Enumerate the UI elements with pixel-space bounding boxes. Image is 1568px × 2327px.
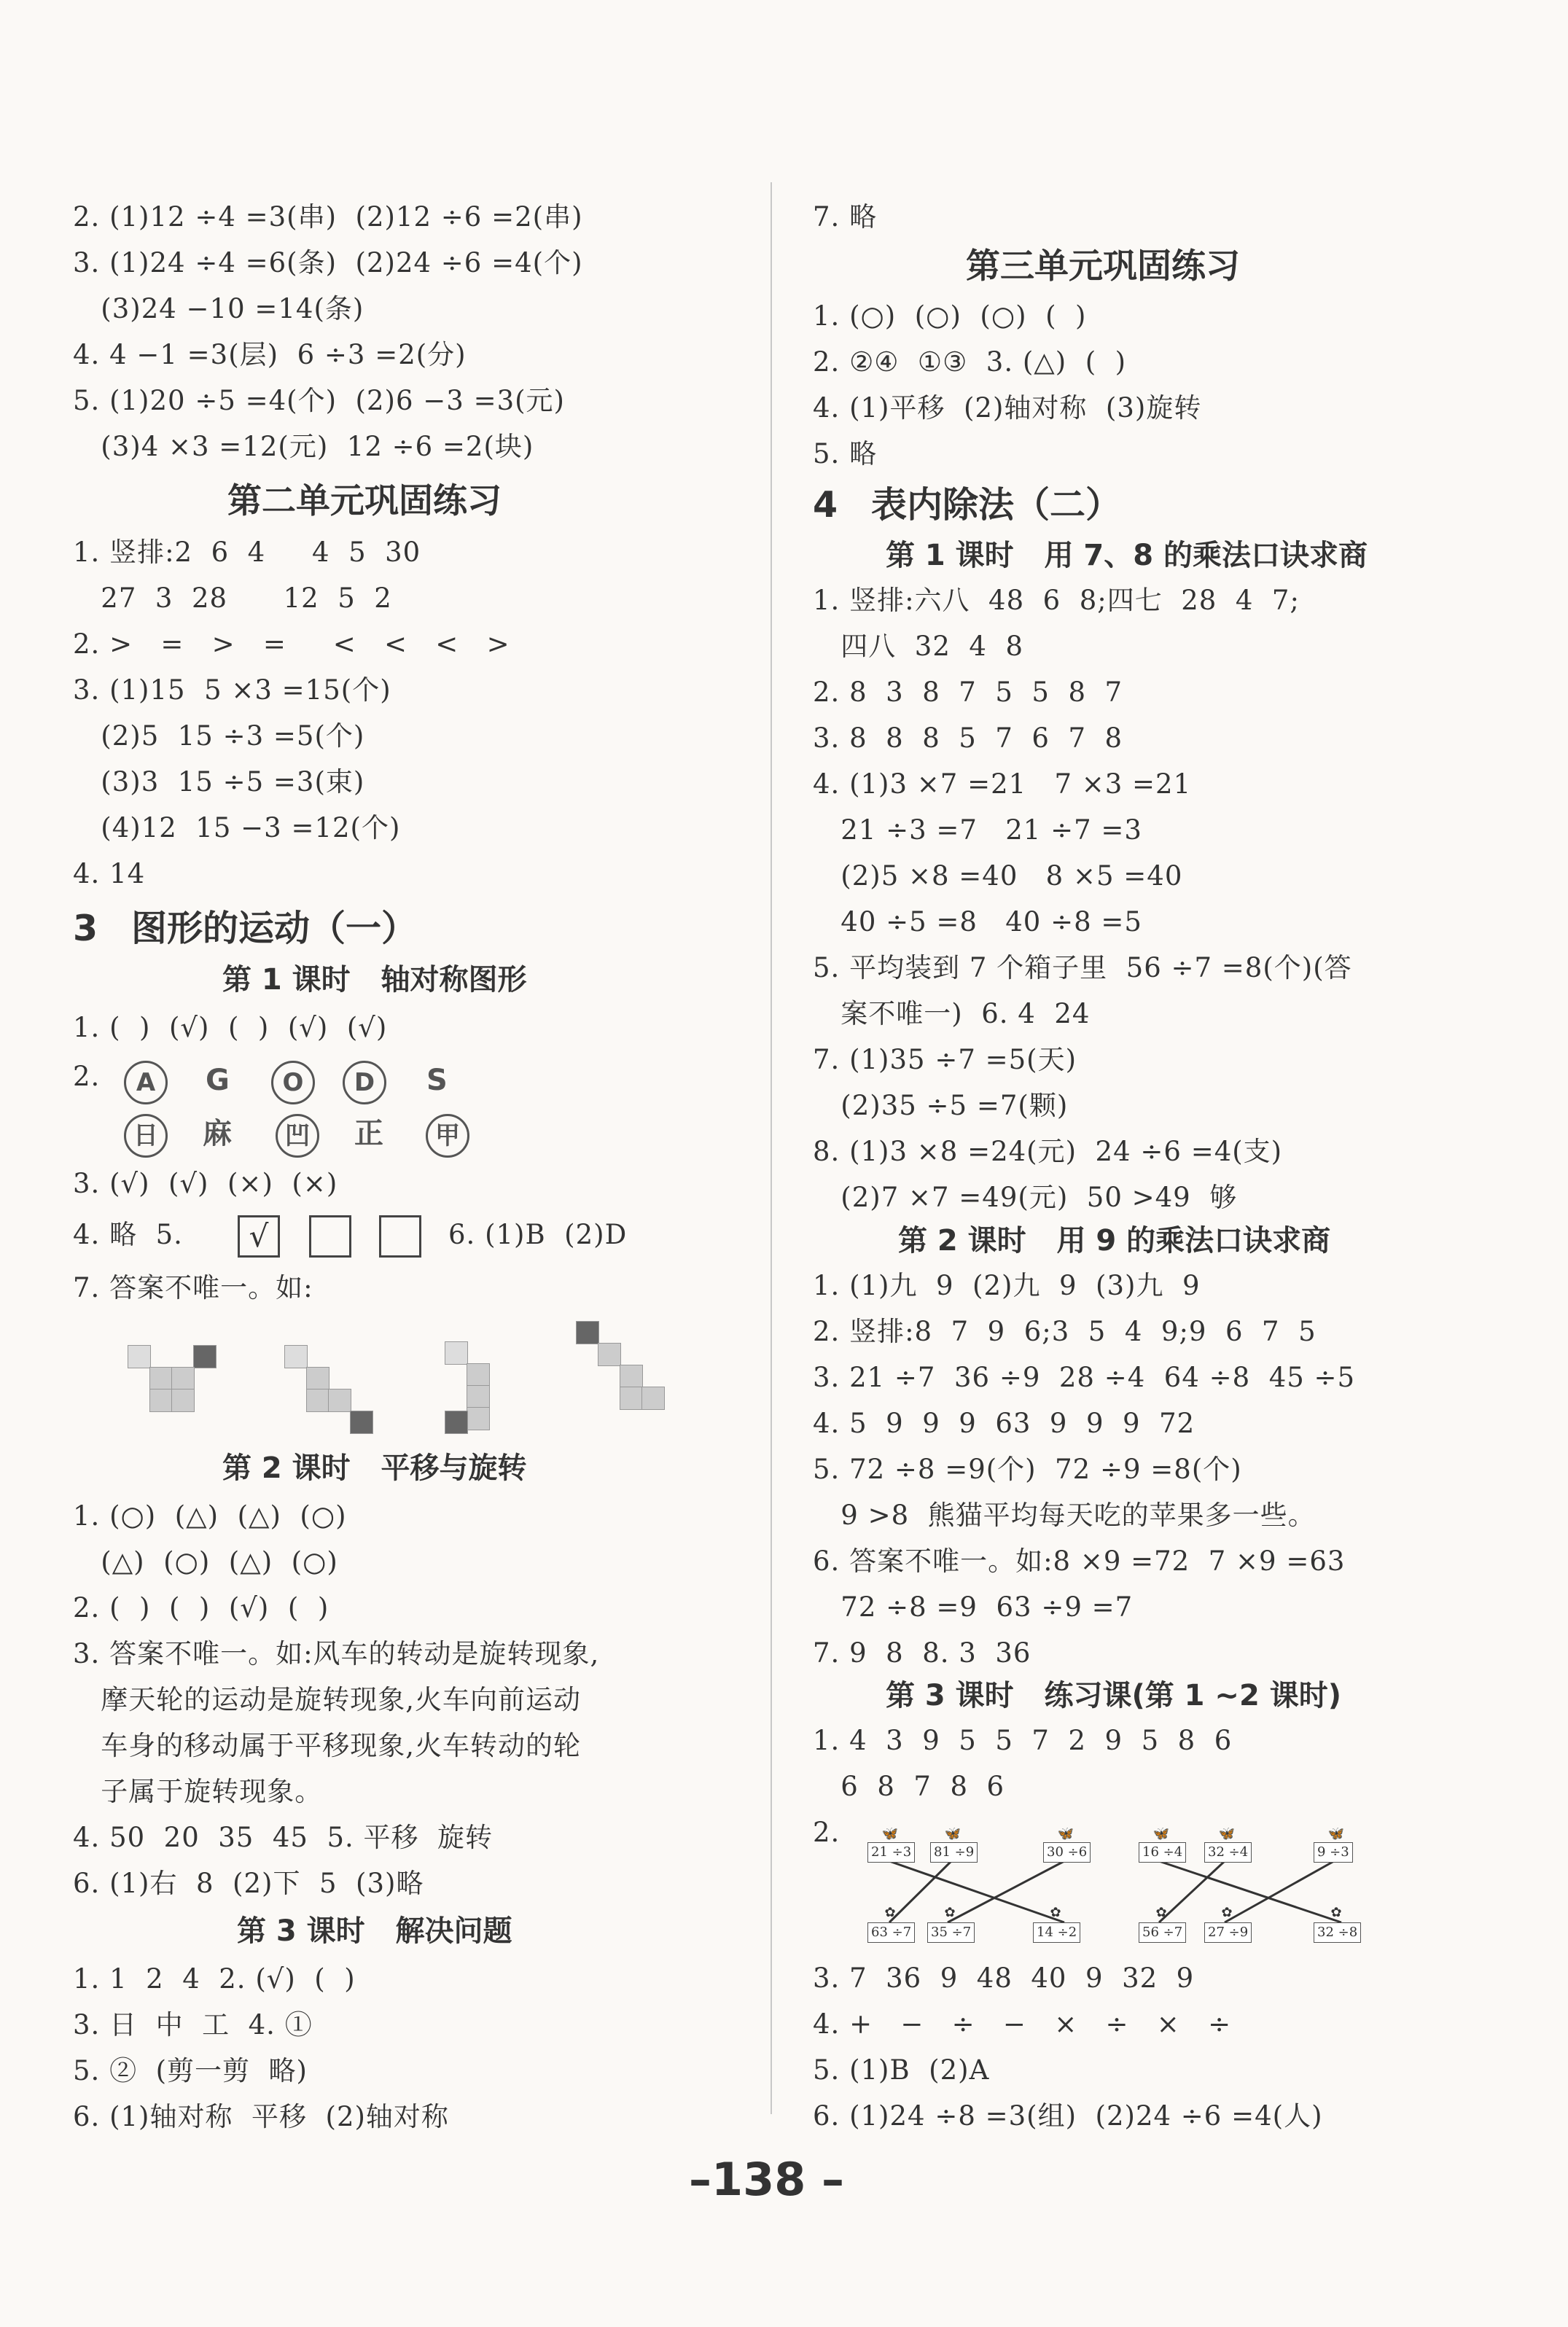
- answer-line: 1. (○) (○) (○) ( ): [813, 300, 1087, 332]
- flower-icon: ✿: [1155, 1905, 1167, 1920]
- answer-line: 21 ÷3 =7 21 ÷7 =3: [813, 814, 1142, 846]
- answer-line: 9 >8 熊猫平均每天吃的苹果多一些。: [813, 1500, 1316, 1531]
- butterfly-icon: 🦋: [1327, 1826, 1345, 1841]
- flower-icon: ✿: [1330, 1905, 1342, 1920]
- answer-line: 4. (1)平移 (2)轴对称 (3)旋转: [813, 392, 1202, 424]
- answer-line: 2.: [813, 1817, 840, 1848]
- unit-heading-3: [73, 908, 417, 950]
- answer-line: 4. (1)3 ×7 =21 7 ×3 =21: [813, 768, 1192, 800]
- answer-box: [309, 1215, 351, 1258]
- answer-line: (4)12 15 −3 =12(个): [73, 812, 401, 843]
- circled-letter: O: [271, 1061, 315, 1104]
- answer-line: 6. (1)右 8 (2)下 5 (3)略: [73, 1868, 424, 1899]
- flower-icon: ✿: [1221, 1905, 1233, 1920]
- flower-icon: ✿: [884, 1905, 896, 1920]
- answer-line: 子属于旋转现象。: [73, 1776, 323, 1807]
- answer-line: 4. + − ÷ − × ÷ × ÷: [813, 2008, 1232, 2040]
- answer-line: 2. (1)12 ÷4 =3(串) (2)12 ÷6 =2(串): [73, 201, 583, 233]
- answer-line: 3. (√) (√) (×) (×): [73, 1168, 338, 1199]
- answer-line: (2)35 ÷5 =7(颗): [813, 1090, 1069, 1121]
- lesson-heading: 第 3 课时 解决问题: [237, 1914, 512, 1948]
- section-heading-unit3: 第三单元巩固练习: [966, 246, 1240, 287]
- answer-line: 车身的移动属于平移现象,火车转动的轮: [73, 1730, 582, 1761]
- answer-line: 3. 21 ÷7 36 ÷9 28 ÷4 64 ÷8 45 ÷5: [813, 1362, 1356, 1393]
- match-bottom-card: 32 ÷8: [1314, 1922, 1361, 1943]
- answer-line: 3. 7 36 9 48 40 9 32 9: [813, 1962, 1195, 1994]
- answer-line: 3. 答案不唯一。如:风车的转动是旋转现象,: [73, 1638, 600, 1669]
- lesson-heading: 第 2 课时 平移与旋转: [222, 1451, 527, 1485]
- answer-line: 2. 8 3 8 7 5 5 8 7: [813, 677, 1123, 708]
- section-heading-unit2: 第二单元巩固练习: [227, 481, 502, 521]
- answer-line: 72 ÷8 =9 63 ÷9 =7: [813, 1591, 1134, 1623]
- match-bottom-card: 63 ÷7: [867, 1922, 915, 1943]
- answer-line: 4. 14: [73, 858, 146, 889]
- answer-line: 7. 略: [813, 201, 878, 233]
- answer-line: 5. 平均装到 7 个箱子里 56 ÷7 =8(个)(答: [813, 952, 1352, 983]
- flower-icon: ✿: [1050, 1905, 1061, 1920]
- unit-number: 3: [73, 908, 98, 949]
- match-top-card: 16 ÷4: [1139, 1842, 1186, 1863]
- char: 麻: [203, 1117, 232, 1150]
- match-bottom-card: 35 ÷7: [927, 1922, 975, 1943]
- answer-line: 5. 72 ÷8 =9(个) 72 ÷9 =8(个): [813, 1454, 1242, 1485]
- lesson-heading: 第 1 课时 轴对称图形: [222, 963, 527, 997]
- answer-line: 1. (1)九 9 (2)九 9 (3)九 9: [813, 1270, 1201, 1301]
- lesson-heading: 第 2 课时 用 9 的乘法口诀求商: [898, 1224, 1331, 1258]
- match-top-card: 81 ÷9: [930, 1842, 978, 1863]
- answer-line: 3. (1)15 5 ×3 =15(个): [73, 674, 391, 706]
- answer-line: (2)5 15 ÷3 =5(个): [73, 720, 365, 752]
- answer-line: 1. 竖排:六八 48 6 8;四七 28 4 7;: [813, 585, 1300, 616]
- answer-line: (△) (○) (△) (○): [73, 1546, 338, 1578]
- unit-number: 4: [813, 484, 838, 526]
- char: 正: [354, 1117, 383, 1150]
- answer-line: 1. ( ) (√) ( ) (√) (√): [73, 1012, 388, 1043]
- answer-line: 6. (1)24 ÷8 =3(组) (2)24 ÷6 =4(人): [813, 2100, 1323, 2132]
- answer-line: 5. (1)B (2)A: [813, 2054, 990, 2086]
- answer-line: 27 3 28 12 5 2: [73, 582, 392, 614]
- butterfly-icon: 🦋: [944, 1826, 962, 1841]
- match-bottom-card: 56 ÷7: [1139, 1922, 1186, 1943]
- answer-line: 3. 8 8 8 5 7 6 7 8: [813, 722, 1123, 754]
- unit-title: 图形的运动（一）: [131, 908, 418, 949]
- answer-line: 案不唯一) 6. 4 24: [813, 998, 1091, 1029]
- answer-line: 7. 9 8 8. 3 36: [813, 1637, 1031, 1669]
- answer-line: (2)7 ×7 =49(元) 50 >49 够: [813, 1182, 1238, 1213]
- match-top-card: 32 ÷4: [1204, 1842, 1252, 1863]
- answer-line: 7. (1)35 ÷7 =5(天): [813, 1044, 1077, 1075]
- answer-line: 1. 4 3 9 5 5 7 2 9 5 8 6: [813, 1725, 1233, 1756]
- answer-line: 3. (1)24 ÷4 =6(条) (2)24 ÷6 =4(个): [73, 247, 583, 278]
- match-top-card: 9 ÷3: [1314, 1842, 1353, 1863]
- answer-box: [379, 1215, 421, 1258]
- circled-char: 甲: [426, 1114, 469, 1158]
- answer-line: 4. 50 20 35 45 5. 平移 旋转: [73, 1822, 494, 1853]
- answer-line: 2. 竖排:8 7 9 6;3 5 4 9;9 6 7 5: [813, 1316, 1317, 1347]
- answer-line: (3)3 15 ÷5 =3(束): [73, 766, 365, 798]
- answer-line: 40 ÷5 =8 40 ÷8 =5: [813, 906, 1142, 938]
- answer-line: 6. (1)B (2)D: [448, 1219, 628, 1250]
- answer-line: 8. (1)3 ×8 =24(元) 24 ÷6 =4(支): [813, 1136, 1283, 1167]
- answer-line: 5. 略: [813, 438, 878, 469]
- page-number: –138 –: [689, 2153, 845, 2206]
- answer-box: √: [238, 1215, 280, 1258]
- answer-line: 7. 答案不唯一。如:: [73, 1272, 313, 1303]
- answer-line: 1. 竖排:2 6 4 4 5 30: [73, 537, 421, 568]
- circled-letter: A: [124, 1061, 168, 1104]
- letter: S: [426, 1064, 448, 1097]
- answer-line: 4. 略 5.: [73, 1219, 183, 1250]
- answer-line: 6. (1)轴对称 平移 (2)轴对称: [73, 2101, 449, 2132]
- answer-line: 1. (○) (△) (△) (○): [73, 1500, 347, 1532]
- butterfly-icon: 🦋: [1057, 1826, 1074, 1841]
- lesson-heading: 第 3 课时 练习课(第 1 ~2 课时): [886, 1679, 1341, 1712]
- answer-line: 四八 32 4 8: [813, 631, 1024, 662]
- answer-line: 2. > = > = < < < >: [73, 628, 510, 660]
- answer-line: 5. ② (剪一剪 略): [73, 2055, 308, 2086]
- butterfly-icon: 🦋: [881, 1826, 899, 1841]
- answer-line: 4. 4 −1 =3(层) 6 ÷3 =2(分): [73, 339, 467, 370]
- answer-line: 2. ②④ ①③ 3. (△) ( ): [813, 346, 1127, 378]
- answer-line: 5. (1)20 ÷5 =4(个) (2)6 −3 =3(元): [73, 385, 565, 416]
- answer-line: 2. ( ) ( ) (√) ( ): [73, 1592, 329, 1624]
- match-bottom-card: 14 ÷2: [1033, 1922, 1080, 1943]
- answer-line: 3. 日 中 工 4. ①: [73, 2009, 313, 2040]
- answer-line: 6 8 7 8 6: [813, 1771, 1005, 1802]
- answer-line: (3)4 ×3 =12(元) 12 ÷6 =2(块): [73, 431, 534, 462]
- flower-icon: ✿: [944, 1905, 956, 1920]
- answer-line: 1. 1 2 4 2. (√) ( ): [73, 1963, 356, 1995]
- answer-line: 摩天轮的运动是旋转现象,火车向前运动: [73, 1684, 582, 1715]
- answer-line: 4. 5 9 9 9 63 9 9 9 72: [813, 1408, 1195, 1439]
- answer-line: 2.: [73, 1061, 101, 1092]
- circled-char: 凹: [276, 1114, 319, 1158]
- butterfly-icon: 🦋: [1218, 1826, 1236, 1841]
- answer-line: (2)5 ×8 =40 8 ×5 =40: [813, 860, 1183, 892]
- column-divider: [771, 182, 772, 2114]
- circled-char: 日: [124, 1114, 168, 1158]
- answer-line: (3)24 −10 =14(条): [73, 293, 364, 324]
- unit-title: 表内除法（二）: [871, 484, 1122, 526]
- lesson-heading: 第 1 课时 用 7、8 的乘法口诀求商: [886, 539, 1368, 572]
- match-bottom-card: 27 ÷9: [1204, 1922, 1252, 1943]
- letter: G: [206, 1064, 230, 1097]
- unit-heading-4: [813, 484, 1121, 526]
- match-top-card: 21 ÷3: [867, 1842, 915, 1863]
- match-top-card: 30 ÷6: [1043, 1842, 1091, 1863]
- circled-letter: D: [343, 1061, 386, 1104]
- butterfly-icon: 🦋: [1152, 1826, 1170, 1841]
- answer-line: 6. 答案不唯一。如:8 ×9 =72 7 ×9 =63: [813, 1546, 1346, 1577]
